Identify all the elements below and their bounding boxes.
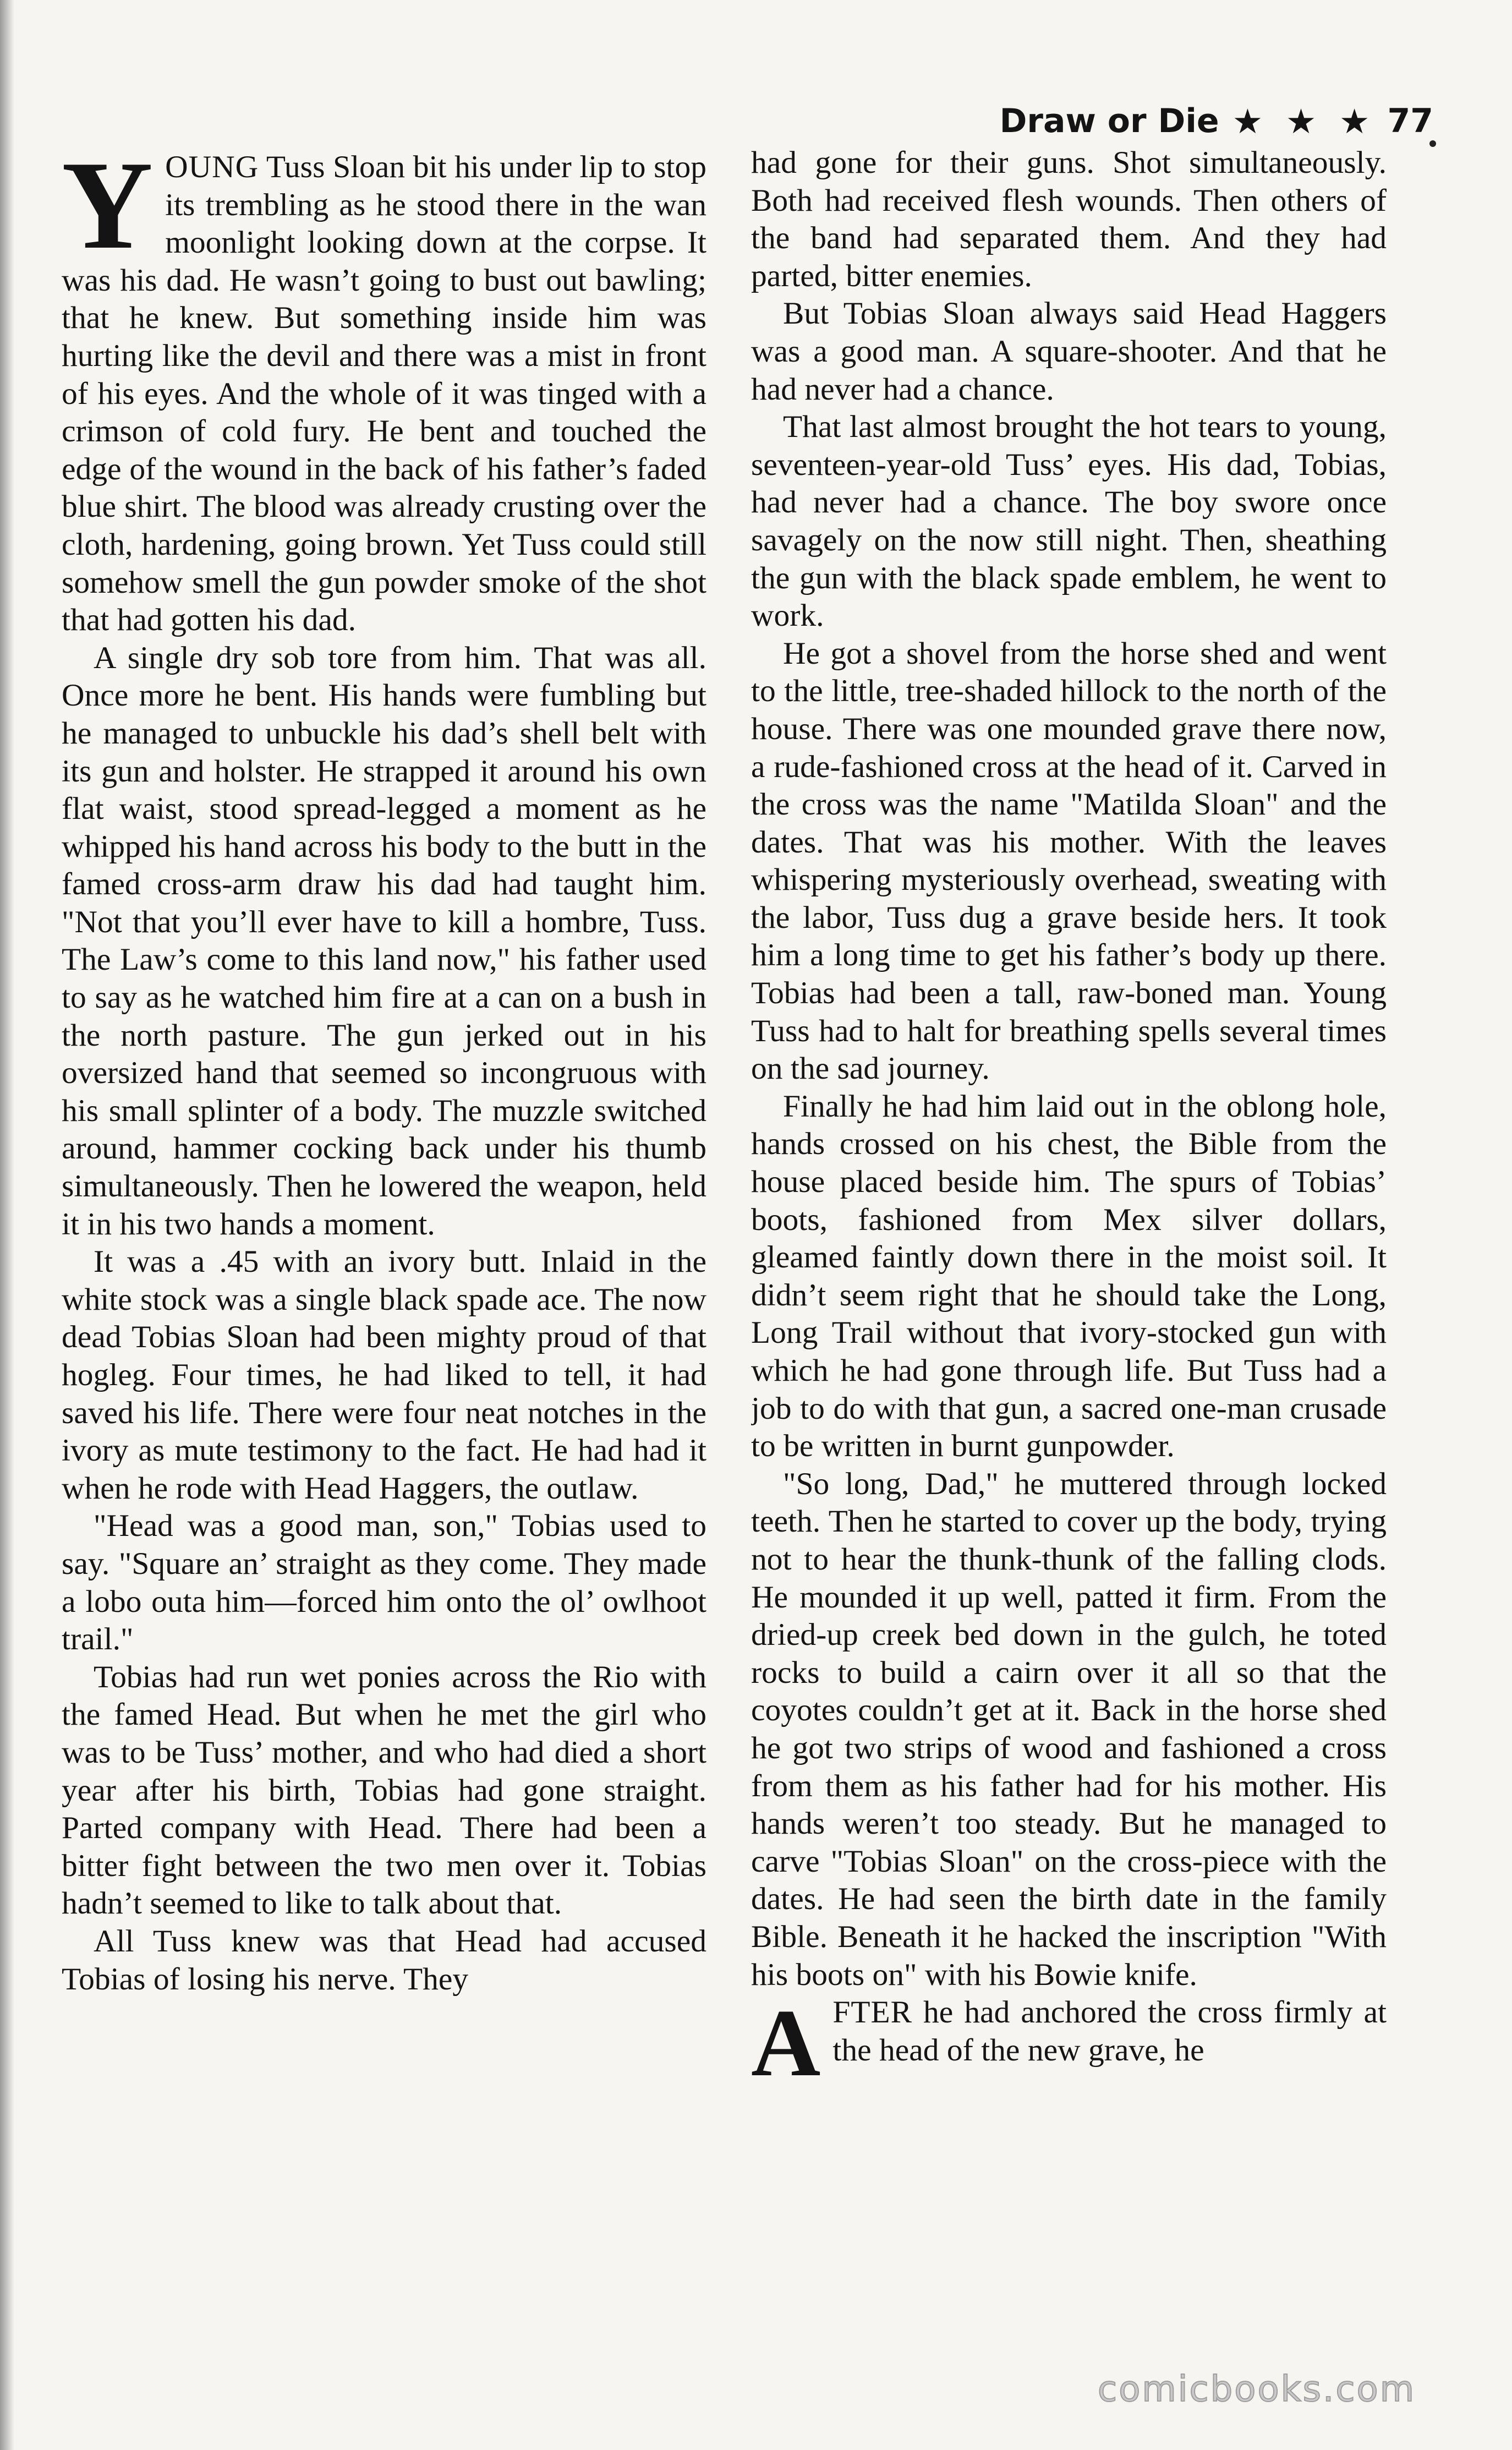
page-gutter-shadow bbox=[0, 0, 14, 2450]
paragraph-text: Tuss Sloan bit his under lip to stop its trembling as he stood there in the wan moonlight looking down at the corpse. It was his dad. He wasn’t going to bust out bawling; that he knew. But something inside him was hurting like the devil and there was a mist in front of his eyes. And the whole of it was tinged with a crimson of cold fury. He bent and touched the edge of the wound in the back of his father’s faded blue shirt. The blood was already crusting over the cloth, hardening, going brown. Yet Tuss could still somehow smell the gun powder smoke of the shot that had gotten his dad. bbox=[62, 150, 706, 638]
paragraph-text: "Head was a good man, son," Tobias used to say. "Square an’ straight as they come. They made a lobo outa him—forced him onto the ol’ owlhoot trail." bbox=[62, 1508, 706, 1657]
text-column-left bbox=[62, 149, 706, 2306]
paragraph-text: That last almost brought the hot tears to young, seventeen-year-old Tuss’ eyes. His dad, Tobias, had never had a chance. The boy swore once savagely on the now still night. Then, sheathing the gun with the black spade emblem, he went to work. bbox=[751, 409, 1387, 633]
paragraph-text: Tobias had run wet ponies across the Rio with the famed Head. But when he met the girl who was to be Tuss’ mother, and who had died a short year after his birth, Tobias had gone straight. Parted company with Head. There had been a bitter fight between the two men over it. Tobias hadn’t seemed to like to talk about that. bbox=[62, 1659, 706, 1921]
text-column-right bbox=[751, 144, 1387, 2301]
header-dot bbox=[1429, 140, 1436, 147]
paragraph-text: "So long, Dad," he muttered through locked teeth. Then he started to cover up the body, trying not to hear the thunk-thunk of the falling clods. He mounded it up well, patted it firm. From the dried-up creek bed down in the gulch, he toted rocks to build a cairn over it all so that the coyotes couldn’t get at it. Back in the horse shed he got two strips of wood and fashioned a cross from them as his father had for his mother. His hands weren’t too steady. But he managed to carve "Tobias Sloan" on the cross-piece with the dates. He had seen the birth date in the family Bible. Beneath it he hacked the inscription "With his boots on" with his Bowie knife. bbox=[751, 1466, 1387, 1992]
page-number: 77 bbox=[1387, 102, 1433, 140]
star-ornaments: ★ ★ ★ bbox=[1232, 101, 1376, 141]
paragraph bbox=[751, 295, 1387, 408]
paragraph bbox=[62, 149, 706, 639]
paragraph-text: But Tobias Sloan always said Head Haggers was a good man. A square-shooter. And that he had never had a chance. bbox=[751, 296, 1387, 407]
paragraph-text: He got a shovel from the horse shed and went to the little, tree-shaded hillock to the north of the house. There was one mounded grave there now, a rude-fashioned cross at the head of it. Carved in the cross was the name "Matilda Sloan" and the dates. That was his mother. With the leaves whispering mysteriously overhead, sweating with the labor, Tuss dug a grave beside hers. It took him a long time to get his father’s body up there. Tobias had been a tall, raw-boned man. Young Tuss had to halt for breathing spells several times on the sad journey. bbox=[751, 636, 1387, 1086]
paragraph bbox=[62, 1923, 706, 1998]
story-title: Draw or Die bbox=[999, 102, 1219, 140]
paragraph-text: A single dry sob tore from him. That was all. Once more he bent. His hands were fumbling but he managed to unbuckle his dad’s shell belt with its gun and holster. He strapped it around his own flat waist, stood spread-legged a moment as he whipped his hand across his body to the butt in the famed cross-arm draw his dad had taught him. "Not that you’ll ever have to kill a hombre, Tuss. The Law’s come to this land now," his father used to say as he watched him fire at a can on a bush in the north pasture. The gun jerked out in his oversized hand that seemed so incongruous with his small splinter of a body. The muzzle switched around, hammer cocking back under his thumb simultaneously. Then he lowered the weapon, held it in his two hands a moment. bbox=[62, 640, 706, 1242]
paragraph bbox=[751, 408, 1387, 635]
paragraph bbox=[751, 1989, 1387, 2097]
paragraph-text: It was a .45 with an ivory butt. Inlaid in the white stock was a single black spade ace. The now dead Tobias Sloan had been mighty proud of that hogleg. Four times, he had liked to tell, it had saved his life. There were four neat notches in the ivory as mute testimony to the fact. He had had it when he rode with Head Haggers, the outlaw. bbox=[62, 1244, 706, 1506]
drop-cap: A bbox=[751, 1989, 821, 2097]
paragraph bbox=[62, 639, 706, 1244]
paragraph bbox=[751, 1088, 1387, 1465]
paragraph bbox=[751, 144, 1387, 295]
paragraph bbox=[751, 1465, 1387, 1994]
paragraph bbox=[62, 1507, 706, 1658]
lead-in: OUNG bbox=[165, 150, 259, 184]
paragraph bbox=[62, 1659, 706, 1923]
paragraph bbox=[751, 635, 1387, 1088]
drop-cap: Y bbox=[62, 149, 154, 275]
paragraph bbox=[62, 1243, 706, 1507]
watermark: comicbooks.com bbox=[1098, 2369, 1416, 2410]
paragraph-text: he had anchored the cross firmly at the head of the new grave, he bbox=[832, 1995, 1387, 2068]
paragraph-text: All Tuss knew was that Head had accused Tobias of losing his nerve. They bbox=[62, 1923, 706, 1997]
paragraph-text: had gone for their guns. Shot simultaneously. Both had received flesh wounds. Then others of the band had separated them. And they had parted, bitter enemies. bbox=[751, 145, 1387, 293]
running-header bbox=[966, 91, 1433, 151]
lead-in: FTER bbox=[832, 1995, 912, 2030]
paragraph-text: Finally he had him laid out in the oblong hole, hands crossed on his chest, the Bible from the house placed beside him. The spurs of Tobias’ boots, fashioned from Mex silver dollars, gleamed faintly down there in the moist soil. It didn’t seem right that he should take the Long, Long Trail without that ivory-stocked gun with which he had gone through life. But Tuss had a job to do with that gun, a sacred one-man crusade to be written in burnt gunpowder. bbox=[751, 1089, 1387, 1464]
